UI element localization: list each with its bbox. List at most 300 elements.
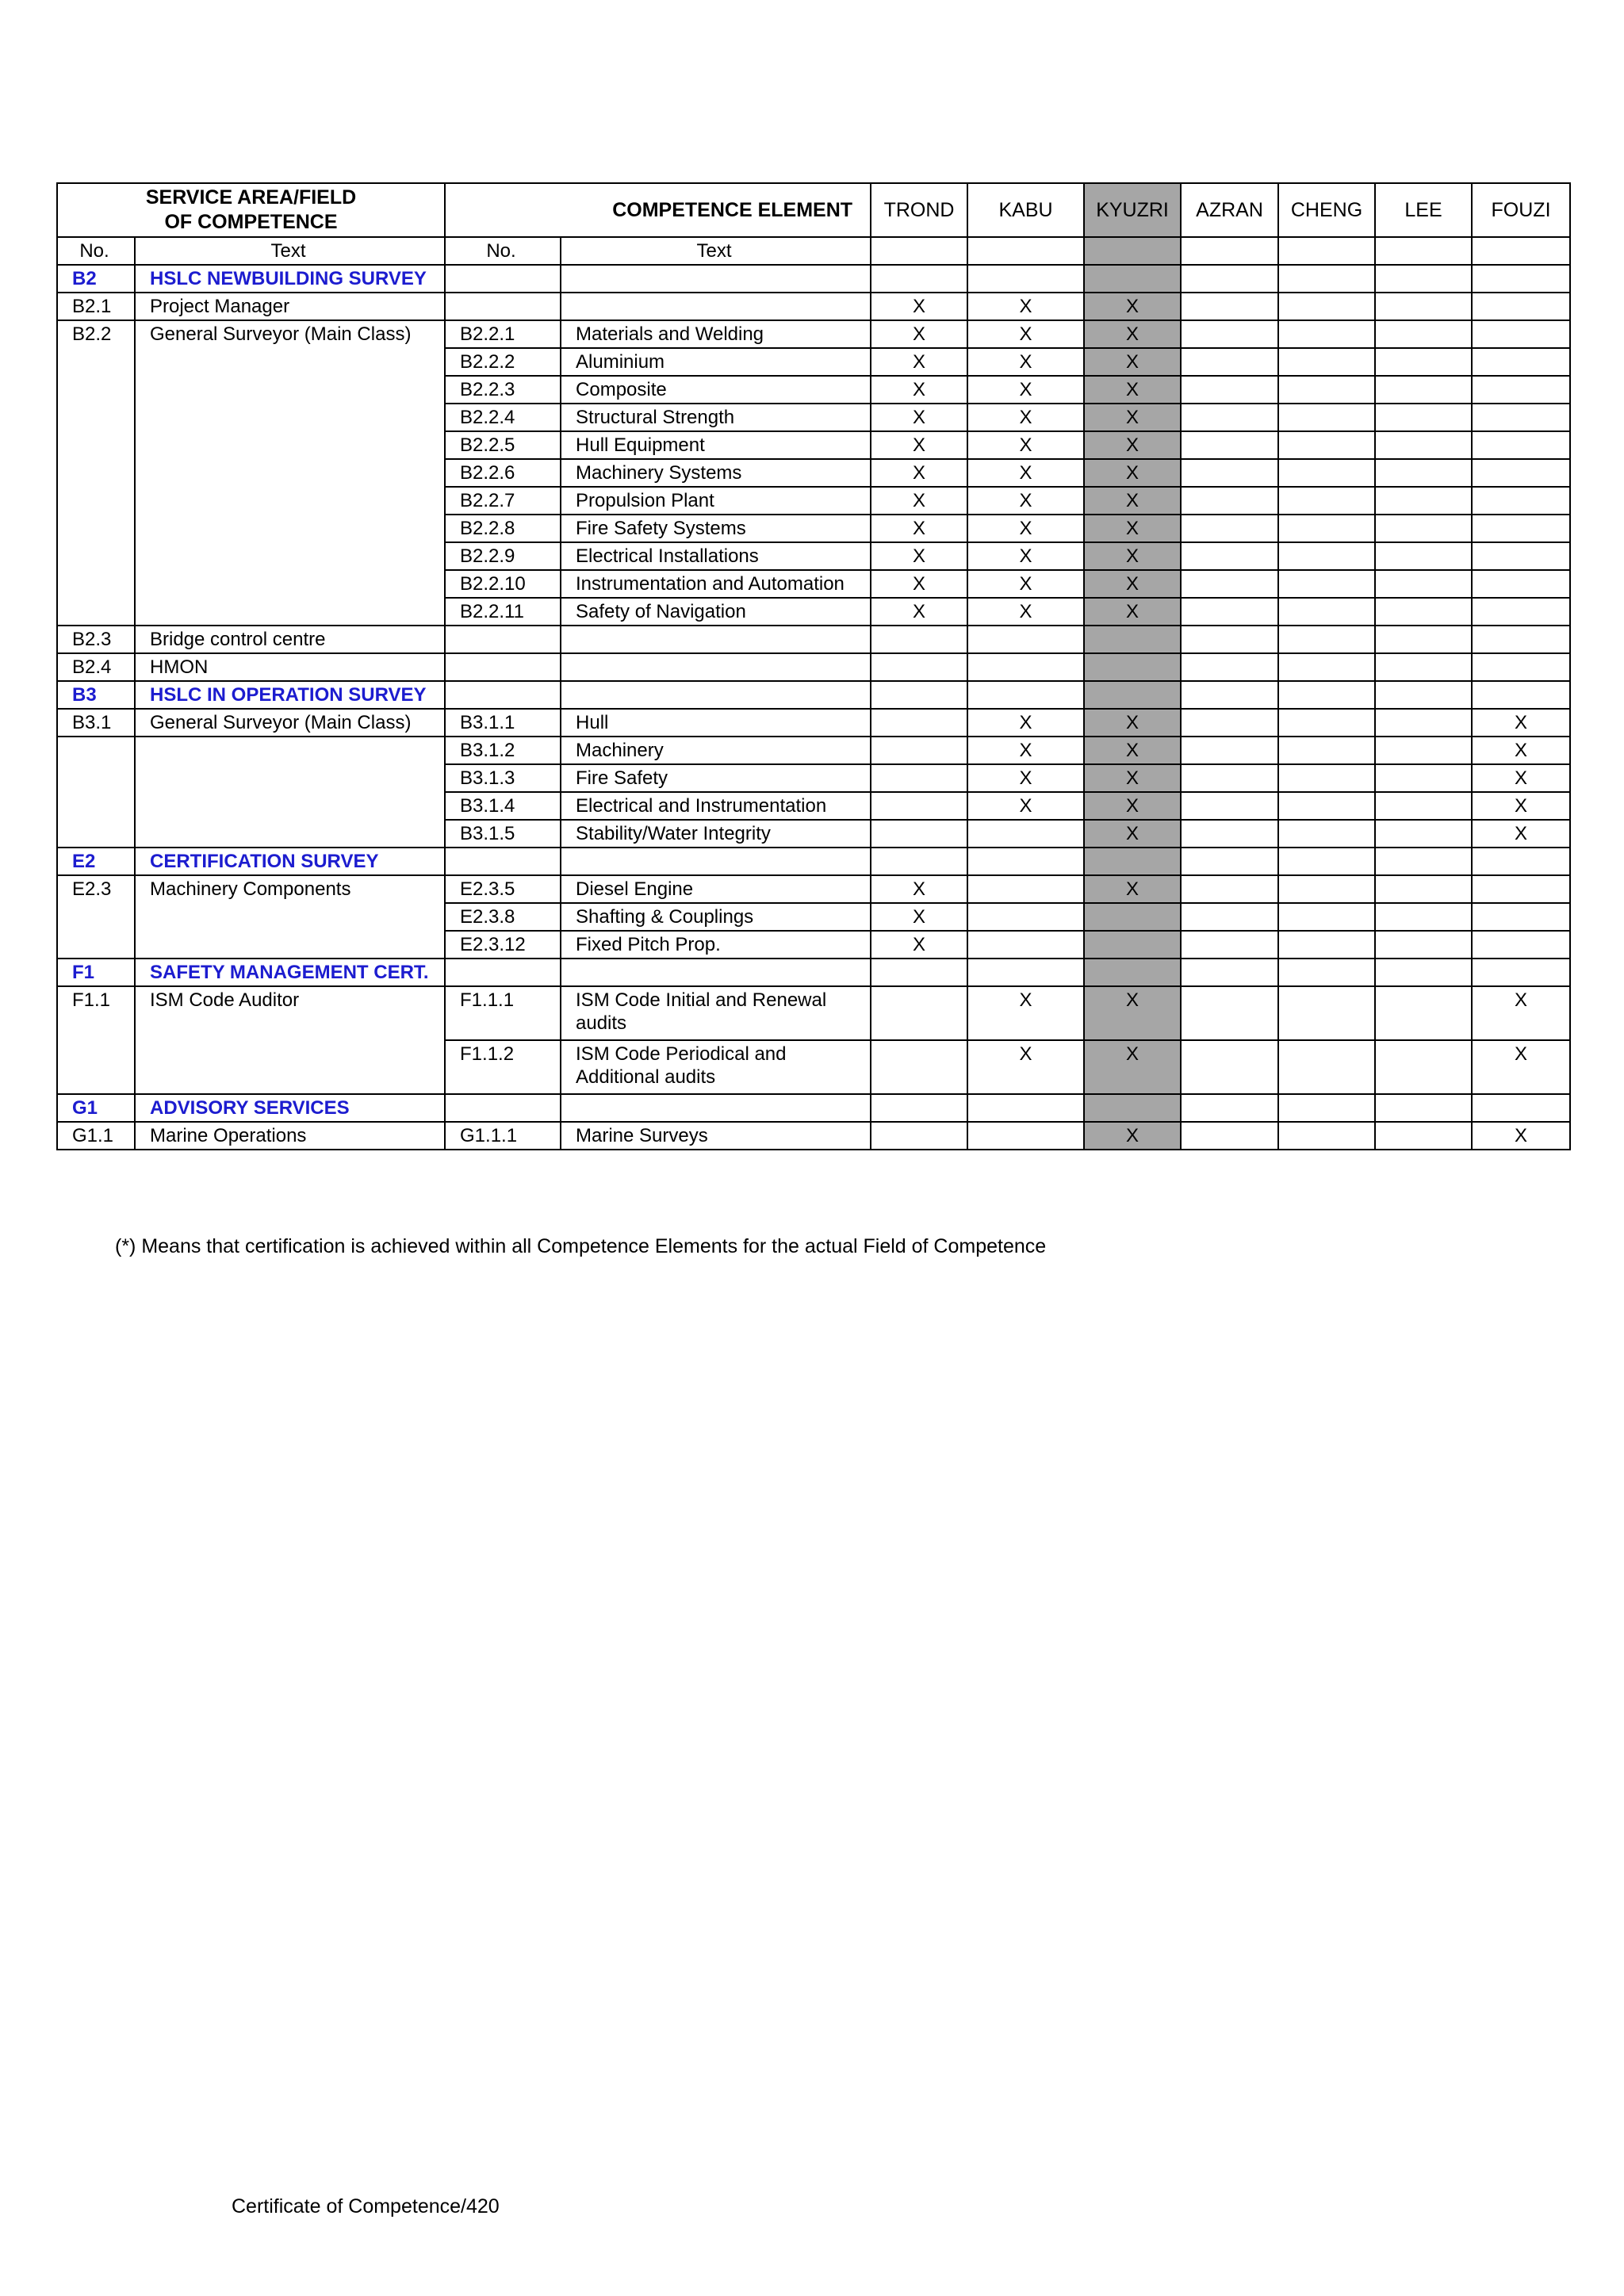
mark-kyuzri: X: [1084, 320, 1181, 348]
mark-fouzi: [1472, 404, 1570, 431]
element-text: Stability/Water Integrity: [561, 820, 871, 848]
field-code: [57, 737, 135, 848]
mark-fouzi: [1472, 626, 1570, 653]
element-code: B2.2.5: [445, 431, 561, 459]
mark-trond: X: [871, 320, 967, 348]
element-code: [445, 848, 561, 875]
element-text: [561, 848, 871, 875]
mark-trond: [871, 848, 967, 875]
element-text: Aluminium: [561, 348, 871, 376]
element-text: ISM Code Periodical and Additional audits: [561, 1040, 871, 1094]
mark-fouzi: [1472, 431, 1570, 459]
element-text: [561, 293, 871, 320]
mark-kyuzri: [1084, 931, 1181, 959]
mark-kyuzri: [1084, 265, 1181, 293]
mark-lee: [1375, 348, 1472, 376]
element-code: G1.1.1: [445, 1122, 561, 1150]
element-text: Marine Surveys: [561, 1122, 871, 1150]
element-text: Propulsion Plant: [561, 487, 871, 515]
subheader-element-no: No.: [445, 237, 561, 265]
table-row: [57, 320, 1570, 348]
mark-azran: [1181, 820, 1278, 848]
mark-fouzi: [1472, 487, 1570, 515]
mark-cheng: [1278, 737, 1375, 764]
mark-cheng: [1278, 487, 1375, 515]
field-title: HSLC NEWBUILDING SURVEY: [135, 265, 445, 293]
mark-kabu: [967, 626, 1084, 653]
element-code: B3.1.3: [445, 764, 561, 792]
element-text: [561, 626, 871, 653]
element-text: Hull Equipment: [561, 431, 871, 459]
element-code: B2.2.8: [445, 515, 561, 542]
service-area-header-line2: OF COMPETENCE: [164, 211, 338, 233]
mark-kyuzri: [1084, 848, 1181, 875]
person-header-azran: AZRAN: [1181, 183, 1278, 237]
mark-cheng: [1278, 1122, 1375, 1150]
mark-cheng: [1278, 986, 1375, 1040]
mark-azran: [1181, 1122, 1278, 1150]
mark-lee: [1375, 764, 1472, 792]
subheader-element-text: Text: [561, 237, 871, 265]
mark-fouzi: X: [1472, 792, 1570, 820]
mark-lee: [1375, 293, 1472, 320]
mark-trond: X: [871, 903, 967, 931]
field-title: HMON: [135, 653, 445, 681]
element-code: B3.1.5: [445, 820, 561, 848]
mark-cheng: [1278, 348, 1375, 376]
mark-lee: [1375, 792, 1472, 820]
field-title: Machinery Components: [135, 875, 445, 959]
element-code: B2.2.7: [445, 487, 561, 515]
mark-trond: X: [871, 459, 967, 487]
field-title: [135, 737, 445, 848]
mark-fouzi: X: [1472, 986, 1570, 1040]
table-row: [57, 293, 1570, 320]
mark-azran: [1181, 404, 1278, 431]
mark-lee: [1375, 542, 1472, 570]
mark-fouzi: [1472, 931, 1570, 959]
element-text: Instrumentation and Automation: [561, 570, 871, 598]
footnote: (*) Means that certification is achieved within all Competence Elements for the actual Field of Competence: [115, 1235, 1047, 1257]
mark-trond: [871, 1122, 967, 1150]
mark-lee: [1375, 431, 1472, 459]
element-code: E2.3.12: [445, 931, 561, 959]
table-row: [57, 653, 1570, 681]
mark-lee: [1375, 1040, 1472, 1094]
mark-kyuzri: X: [1084, 431, 1181, 459]
field-code: B2: [57, 265, 135, 293]
mark-azran: [1181, 376, 1278, 404]
element-text: Electrical Installations: [561, 542, 871, 570]
mark-trond: [871, 792, 967, 820]
mark-fouzi: [1472, 875, 1570, 903]
element-text: Safety of Navigation: [561, 598, 871, 626]
mark-fouzi: [1472, 959, 1570, 986]
mark-kyuzri: X: [1084, 570, 1181, 598]
element-code: [445, 626, 561, 653]
table-row: [57, 986, 1570, 1040]
mark-cheng: [1278, 376, 1375, 404]
element-code: [445, 959, 561, 986]
mark-kabu: [967, 265, 1084, 293]
mark-kyuzri: X: [1084, 737, 1181, 764]
mark-trond: X: [871, 598, 967, 626]
mark-azran: [1181, 653, 1278, 681]
mark-cheng: [1278, 764, 1375, 792]
mark-azran: [1181, 848, 1278, 875]
element-code: [445, 681, 561, 709]
person-header-fouzi: FOUZI: [1472, 183, 1570, 237]
mark-trond: X: [871, 293, 967, 320]
field-code: F1: [57, 959, 135, 986]
mark-kyuzri: X: [1084, 515, 1181, 542]
mark-trond: [871, 764, 967, 792]
mark-azran: [1181, 959, 1278, 986]
element-code: F1.1.1: [445, 986, 561, 1040]
mark-trond: [871, 653, 967, 681]
field-title: ISM Code Auditor: [135, 986, 445, 1094]
mark-cheng: [1278, 293, 1375, 320]
mark-azran: [1181, 875, 1278, 903]
mark-kyuzri: X: [1084, 1122, 1181, 1150]
mark-lee: [1375, 653, 1472, 681]
mark-fouzi: [1472, 848, 1570, 875]
mark-trond: [871, 1040, 967, 1094]
mark-trond: [871, 820, 967, 848]
mark-cheng: [1278, 404, 1375, 431]
element-text: Diesel Engine: [561, 875, 871, 903]
element-code: B2.2.6: [445, 459, 561, 487]
mark-trond: [871, 626, 967, 653]
mark-azran: [1181, 626, 1278, 653]
mark-lee: [1375, 404, 1472, 431]
person-header-cheng: CHENG: [1278, 183, 1375, 237]
mark-trond: [871, 986, 967, 1040]
mark-azran: [1181, 792, 1278, 820]
field-title: General Surveyor (Main Class): [135, 709, 445, 737]
element-code: B2.2.2: [445, 348, 561, 376]
table-row: [57, 959, 1570, 986]
mark-cheng: [1278, 1094, 1375, 1122]
mark-cheng: [1278, 903, 1375, 931]
mark-lee: [1375, 1094, 1472, 1122]
mark-trond: X: [871, 404, 967, 431]
field-title: SAFETY MANAGEMENT CERT.: [135, 959, 445, 986]
field-title: Bridge control centre: [135, 626, 445, 653]
mark-kabu: X: [967, 709, 1084, 737]
mark-cheng: [1278, 1040, 1375, 1094]
mark-kyuzri: X: [1084, 986, 1181, 1040]
mark-kyuzri: X: [1084, 1040, 1181, 1094]
mark-kabu: X: [967, 570, 1084, 598]
mark-fouzi: [1472, 542, 1570, 570]
mark-fouzi: [1472, 515, 1570, 542]
mark-kyuzri: X: [1084, 459, 1181, 487]
mark-kabu: [967, 1122, 1084, 1150]
mark-fouzi: X: [1472, 737, 1570, 764]
service-area-header: [57, 183, 445, 237]
mark-trond: X: [871, 875, 967, 903]
mark-kabu: X: [967, 293, 1084, 320]
mark-kabu: X: [967, 487, 1084, 515]
element-code: E2.3.5: [445, 875, 561, 903]
mark-azran: [1181, 487, 1278, 515]
element-code: [445, 653, 561, 681]
mark-cheng: [1278, 626, 1375, 653]
mark-lee: [1375, 681, 1472, 709]
mark-lee: [1375, 487, 1472, 515]
mark-fouzi: [1472, 570, 1570, 598]
mark-lee: [1375, 820, 1472, 848]
mark-cheng: [1278, 570, 1375, 598]
mark-kyuzri: X: [1084, 542, 1181, 570]
mark-kabu: X: [967, 348, 1084, 376]
field-title: HSLC IN OPERATION SURVEY: [135, 681, 445, 709]
element-text: Composite: [561, 376, 871, 404]
mark-kabu: X: [967, 1040, 1084, 1094]
field-code: B2.3: [57, 626, 135, 653]
element-code: B2.2.4: [445, 404, 561, 431]
mark-azran: [1181, 459, 1278, 487]
subheader-blank: [871, 237, 967, 265]
subheader-blank: [1084, 237, 1181, 265]
field-code: E2.3: [57, 875, 135, 959]
mark-azran: [1181, 764, 1278, 792]
element-text: [561, 1094, 871, 1122]
mark-azran: [1181, 265, 1278, 293]
mark-azran: [1181, 570, 1278, 598]
mark-lee: [1375, 598, 1472, 626]
element-code: F1.1.2: [445, 1040, 561, 1094]
mark-kabu: [967, 848, 1084, 875]
element-code: B3.1.2: [445, 737, 561, 764]
element-text: Electrical and Instrumentation: [561, 792, 871, 820]
mark-cheng: [1278, 431, 1375, 459]
mark-cheng: [1278, 681, 1375, 709]
mark-kyuzri: [1084, 653, 1181, 681]
subheader-blank: [1375, 237, 1472, 265]
mark-cheng: [1278, 265, 1375, 293]
table-row: [57, 737, 1570, 764]
mark-lee: [1375, 459, 1472, 487]
mark-fouzi: [1472, 459, 1570, 487]
element-text: Machinery: [561, 737, 871, 764]
mark-kyuzri: X: [1084, 709, 1181, 737]
mark-lee: [1375, 265, 1472, 293]
table-row: [57, 875, 1570, 903]
element-text: Structural Strength: [561, 404, 871, 431]
mark-azran: [1181, 986, 1278, 1040]
mark-lee: [1375, 959, 1472, 986]
mark-kabu: X: [967, 792, 1084, 820]
mark-azran: [1181, 515, 1278, 542]
element-code: [445, 1094, 561, 1122]
mark-cheng: [1278, 792, 1375, 820]
mark-cheng: [1278, 931, 1375, 959]
person-header-trond: TROND: [871, 183, 967, 237]
mark-kabu: X: [967, 320, 1084, 348]
element-text: Fire Safety: [561, 764, 871, 792]
mark-trond: [871, 681, 967, 709]
mark-trond: [871, 709, 967, 737]
element-text: ISM Code Initial and Renewal audits: [561, 986, 871, 1040]
mark-lee: [1375, 737, 1472, 764]
field-code: B2.1: [57, 293, 135, 320]
field-title: CERTIFICATION SURVEY: [135, 848, 445, 875]
mark-lee: [1375, 570, 1472, 598]
person-header-kyuzri: KYUZRI: [1084, 183, 1181, 237]
table-row: [57, 265, 1570, 293]
field-title: Project Manager: [135, 293, 445, 320]
mark-lee: [1375, 709, 1472, 737]
mark-cheng: [1278, 515, 1375, 542]
mark-kabu: X: [967, 737, 1084, 764]
element-text: Shafting & Couplings: [561, 903, 871, 931]
table-row: [57, 709, 1570, 737]
mark-kyuzri: X: [1084, 487, 1181, 515]
mark-kabu: X: [967, 404, 1084, 431]
mark-cheng: [1278, 653, 1375, 681]
mark-kyuzri: X: [1084, 764, 1181, 792]
mark-fouzi: [1472, 1094, 1570, 1122]
mark-kabu: X: [967, 459, 1084, 487]
mark-lee: [1375, 875, 1472, 903]
mark-azran: [1181, 542, 1278, 570]
field-code: B3: [57, 681, 135, 709]
mark-fouzi: [1472, 265, 1570, 293]
mark-azran: [1181, 348, 1278, 376]
element-code: B2.2.9: [445, 542, 561, 570]
mark-kabu: [967, 931, 1084, 959]
mark-fouzi: [1472, 320, 1570, 348]
competence-element-header: COMPETENCE ELEMENT: [445, 183, 871, 237]
field-code: B2.2: [57, 320, 135, 626]
mark-cheng: [1278, 542, 1375, 570]
mark-kyuzri: X: [1084, 404, 1181, 431]
mark-kyuzri: X: [1084, 376, 1181, 404]
mark-fouzi: [1472, 681, 1570, 709]
mark-fouzi: X: [1472, 1040, 1570, 1094]
mark-kyuzri: X: [1084, 293, 1181, 320]
element-code: [445, 265, 561, 293]
mark-kyuzri: [1084, 626, 1181, 653]
element-code: B2.2.3: [445, 376, 561, 404]
mark-cheng: [1278, 875, 1375, 903]
field-code: B3.1: [57, 709, 135, 737]
mark-kyuzri: [1084, 903, 1181, 931]
mark-kabu: X: [967, 431, 1084, 459]
mark-cheng: [1278, 598, 1375, 626]
mark-trond: X: [871, 376, 967, 404]
element-text: Fixed Pitch Prop.: [561, 931, 871, 959]
element-text: [561, 681, 871, 709]
subheader-no: No.: [57, 237, 135, 265]
table-subheader-row: [57, 237, 1570, 265]
mark-kabu: X: [967, 542, 1084, 570]
mark-kabu: [967, 1094, 1084, 1122]
field-code: E2: [57, 848, 135, 875]
element-text: [561, 653, 871, 681]
element-code: B3.1.1: [445, 709, 561, 737]
competence-matrix-table: [56, 182, 1571, 1150]
mark-cheng: [1278, 320, 1375, 348]
mark-kyuzri: X: [1084, 792, 1181, 820]
mark-fouzi: X: [1472, 820, 1570, 848]
table-header-row: [57, 183, 1570, 237]
mark-fouzi: [1472, 598, 1570, 626]
mark-azran: [1181, 681, 1278, 709]
subheader-blank: [1472, 237, 1570, 265]
mark-azran: [1181, 598, 1278, 626]
field-code: B2.4: [57, 653, 135, 681]
table-row: [57, 681, 1570, 709]
subheader-text: Text: [135, 237, 445, 265]
mark-trond: [871, 265, 967, 293]
field-title: ADVISORY SERVICES: [135, 1094, 445, 1122]
mark-azran: [1181, 1094, 1278, 1122]
mark-trond: X: [871, 542, 967, 570]
person-header-kabu: KABU: [967, 183, 1084, 237]
mark-fouzi: [1472, 348, 1570, 376]
table-row: [57, 848, 1570, 875]
mark-trond: X: [871, 570, 967, 598]
table-row: [57, 626, 1570, 653]
subheader-blank: [1181, 237, 1278, 265]
mark-azran: [1181, 931, 1278, 959]
element-code: E2.3.8: [445, 903, 561, 931]
table-row: [57, 1094, 1570, 1122]
mark-kyuzri: [1084, 1094, 1181, 1122]
mark-trond: X: [871, 931, 967, 959]
mark-lee: [1375, 376, 1472, 404]
field-title: General Surveyor (Main Class): [135, 320, 445, 626]
mark-fouzi: [1472, 653, 1570, 681]
mark-kabu: [967, 681, 1084, 709]
mark-kabu: [967, 653, 1084, 681]
mark-trond: [871, 1094, 967, 1122]
element-text: Materials and Welding: [561, 320, 871, 348]
mark-kabu: X: [967, 986, 1084, 1040]
element-code: B2.2.10: [445, 570, 561, 598]
mark-kyuzri: [1084, 959, 1181, 986]
element-code: B2.2.11: [445, 598, 561, 626]
mark-kyuzri: X: [1084, 348, 1181, 376]
service-area-header-line1: SERVICE AREA/FIELD: [145, 186, 357, 209]
mark-azran: [1181, 709, 1278, 737]
mark-lee: [1375, 626, 1472, 653]
mark-kabu: [967, 903, 1084, 931]
field-code: G1.1: [57, 1122, 135, 1150]
mark-lee: [1375, 986, 1472, 1040]
mark-trond: X: [871, 487, 967, 515]
field-code: G1: [57, 1094, 135, 1122]
table-row: [57, 1122, 1570, 1150]
mark-kabu: [967, 959, 1084, 986]
mark-trond: X: [871, 348, 967, 376]
mark-azran: [1181, 320, 1278, 348]
mark-trond: X: [871, 431, 967, 459]
mark-trond: [871, 959, 967, 986]
mark-kyuzri: X: [1084, 820, 1181, 848]
element-text: Hull: [561, 709, 871, 737]
mark-cheng: [1278, 848, 1375, 875]
mark-kabu: [967, 875, 1084, 903]
field-code: F1.1: [57, 986, 135, 1094]
mark-azran: [1181, 293, 1278, 320]
mark-azran: [1181, 737, 1278, 764]
mark-kabu: X: [967, 376, 1084, 404]
mark-kyuzri: X: [1084, 875, 1181, 903]
